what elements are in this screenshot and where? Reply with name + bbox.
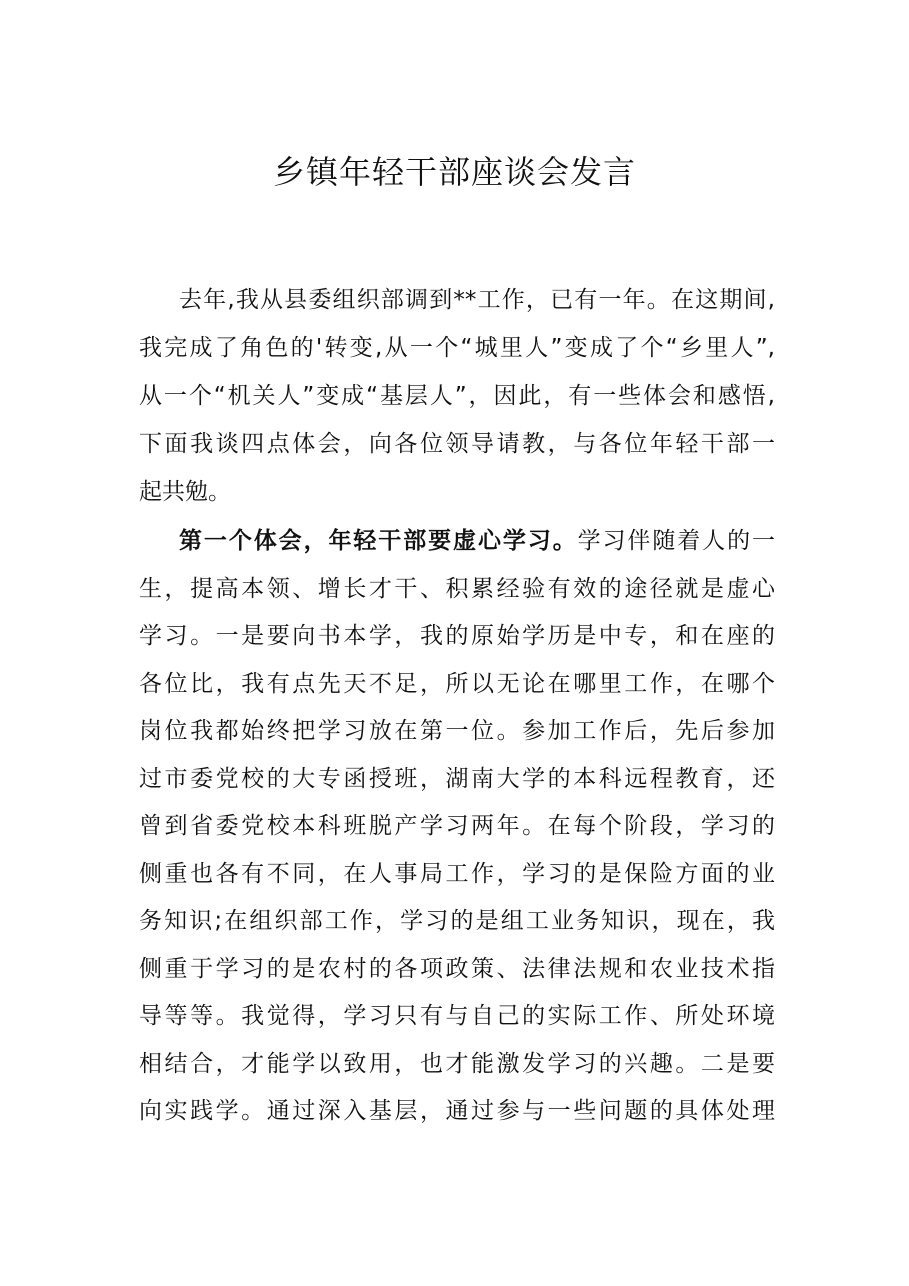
paragraph-line: 导等等。我觉得，学习只有与自己的实际工作、所处环境 [139,1003,775,1029]
paragraph-line: 起共勉。 [139,479,231,505]
paragraph-line: 岗位我都始终把学习放在第一位。参加工作后，先后参加 [139,718,775,744]
paragraph-2 [139,518,775,1136]
paragraph-line: 去年,我从县委组织部调到**工作，已有一年。在这期间, [179,287,775,313]
document-title: 乡镇年轻干部座谈会发言 [272,153,636,191]
paragraph-line: 下面我谈四点体会，向各位领导请教，与各位年轻干部一 [139,431,775,457]
paragraph-line: 曾到省委党校本科班脱产学习两年。在每个阶段，学习的 [139,813,775,839]
paragraph-1 [139,276,775,516]
paragraph-line: 相结合，才能学以致用，也才能激发学习的兴趣。二是要 [139,1050,775,1077]
paragraph-line: 学习。一是要向书本学，我的原始学历是中专，和在座的 [139,623,775,649]
paragraph-line: 生，提高本领、增长才干、积累经验有效的途径就是虚心 [139,575,775,602]
document-body [139,276,775,1136]
paragraph-line: 侧重也各有不同，在人事局工作，学习的是保险方面的业 [139,860,775,887]
paragraph-line: 务知识;在组织部工作，学习的是组工业务知识，现在，我 [139,908,775,934]
paragraph-line: 向实践学。通过深入基层，通过参与一些问题的具体处理 [139,1098,775,1124]
section-lead-heading: 第一个体会，年轻干部要虚心学习。 [179,528,578,554]
paragraph-first-line [139,518,775,566]
paragraph-line: 侧重于学习的是农村的各项政策、法律法规和农业技术指 [139,955,775,982]
paragraph-line: 从一个“机关人”变成“基层人”，因此，有一些体会和感悟, [139,383,775,409]
paragraph-line: 我完成了角色的'转变,从一个“城里人”变成了个“乡里人”, [139,335,775,361]
paragraph-line: 过市委党校的大专函授班，湖南大学的本科远程教育，还 [139,765,775,792]
paragraph-line-rest: 学习伴随着人的一 [577,528,776,554]
paragraph-line: 各位比，我有点先天不足，所以无论在哪里工作，在哪个 [139,670,775,697]
